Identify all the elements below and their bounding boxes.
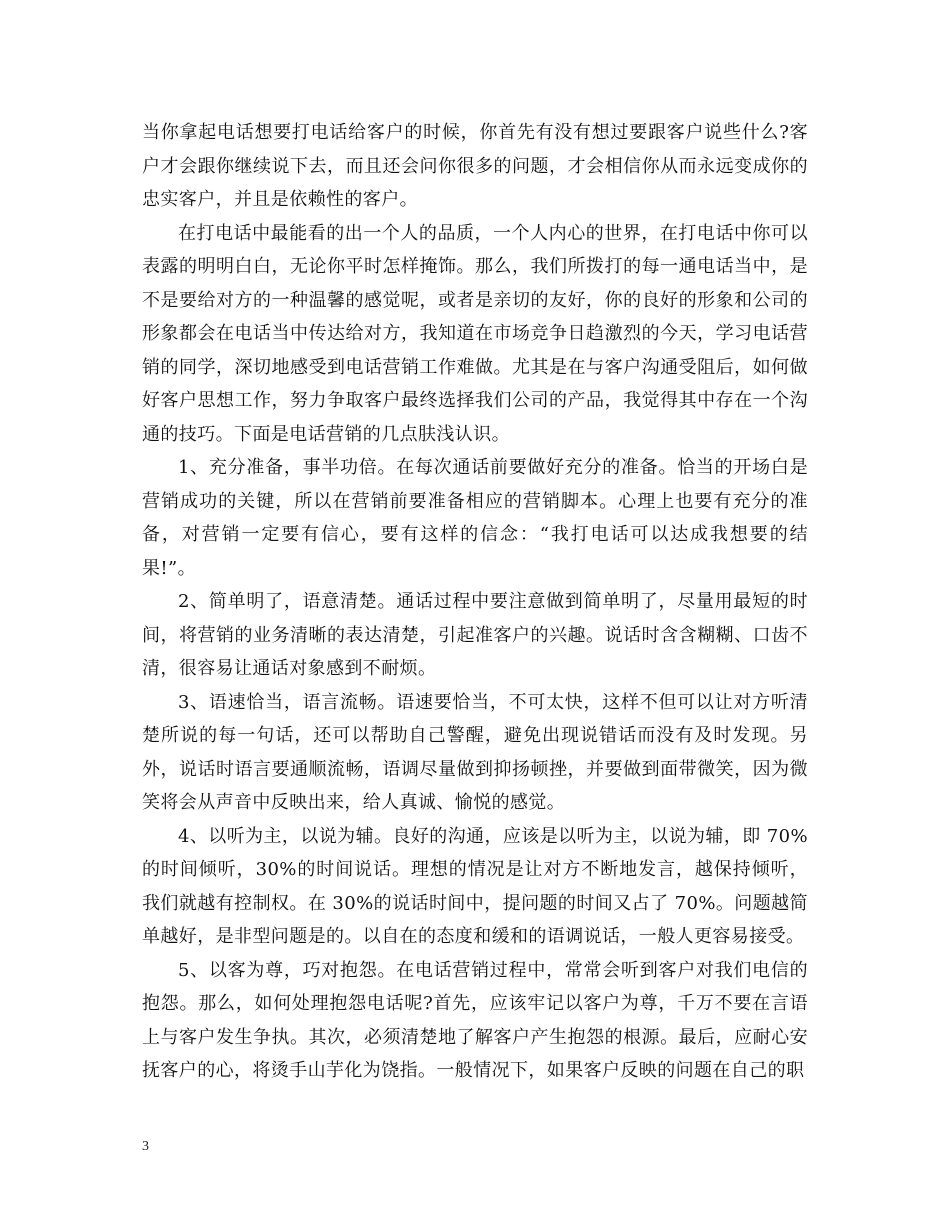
paragraph-4: 2、简单明了，语意清楚。通话过程中要注意做到简单明了，尽量用最短的时间，将营销的业务清晰的表达清楚，引起准客户的兴趣。说话时含含糊糊、口齿不清，很容易让通话对象感到不耐烦。: [142, 591, 808, 679]
paragraph-6: 4、以听为主，以说为辅。良好的沟通，应该是以听为主，以说为辅，即 70%的时间倾听，30%的时间说话。理想的情况是让对方不断地发言，越保持倾听，我们就越有控制权。在 30%的说话时间中，提问题的时间又占了 70%。问题越简单越好，是非型问题是的。以自在的态度和缓和的语调说话，一般人更容易接受。: [142, 825, 808, 947]
paragraph-3: 1、充分准备，事半功倍。在每次通话前要做好充分的准备。恰当的开场白是营销成功的关键，所以在营销前要准备相应的营销脚本。心理上也要有充分的准备，对营销一定要有信心，要有这样的信念：“我打电话可以达成我想要的结果!”。: [142, 457, 808, 579]
paragraph-7: 5、以客为尊，巧对抱怨。在电话营销过程中，常常会听到客户对我们电信的抱怨。那么，如何处理抱怨电话呢?首先，应该牢记以客户为尊，千万不要在言语上与客户发生争执。其次，必须清楚地了解客户产生抱怨的根源。最后，应耐心安抚客户的心，将烫手山芋化为饶指。一般情况下，如果客户反映的问题在自己的职: [142, 959, 808, 1081]
paragraph-1: 当你拿起电话想要打电话给客户的时候，你首先有没有想过要跟客户说些什么?客户才会跟你继续说下去，而且还会问你很多的问题，才会相信你从而永远变成你的忠实客户，并且是依赖性的客户。: [142, 122, 808, 210]
paragraph-2: 在打电话中最能看的出一个人的品质，一个人内心的世界，在打电话中你可以表露的明明白白，无论你平时怎样掩饰。那么，我们所拨打的每一通电话当中，是不是要给对方的一种温馨的感觉呢，或者是亲切的友好，你的良好的形象和公司的形象都会在电话当中传达给对方，我知道在市场竞争日趋激烈的今天，学习电话营销的同学，深切地感受到电话营销工作难做。尤其是在与客户沟通受阻后，如何做好客户思想工作，努力争取客户最终选择我们公司的产品，我觉得其中存在一个沟通的技巧。下面是电话营销的几点肤浅认识。: [142, 222, 808, 445]
page-number: 3: [142, 1139, 149, 1154]
body-text: [142, 116, 808, 1088]
paragraph-5: 3、语速恰当，语言流畅。语速要恰当，不可太快，这样不但可以让对方听清楚所说的每一句话，还可以帮助自己警醒，避免出现说错话而没有及时发现。另外，说话时语言要通顺流畅，语调尽量做到抑扬顿挫，并要做到面带微笑，因为微笑将会从声音中反映出来，给人真诚、愉悦的感觉。: [142, 691, 808, 813]
